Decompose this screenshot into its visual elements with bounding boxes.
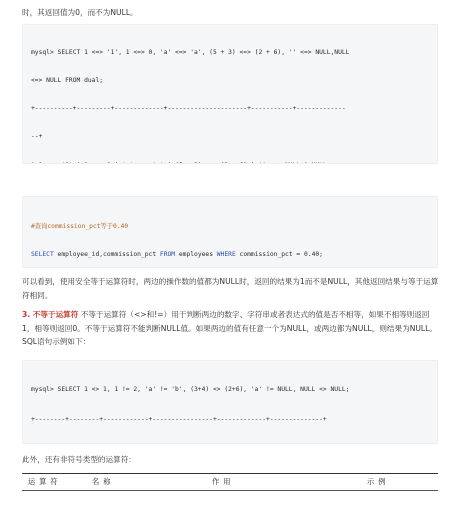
operator-table-header bbox=[22, 473, 438, 491]
code-block-safe-equal bbox=[22, 24, 438, 164]
table-header-operator: 运算符 bbox=[28, 477, 62, 486]
code-line: +----------+---------+-------------+---------------------+-----------+------------- bbox=[31, 105, 346, 113]
code-line: <=> NULL FROM dual; bbox=[31, 77, 104, 85]
code-line bbox=[31, 161, 429, 164]
section-heading: 3. 不等于运算符 bbox=[22, 310, 79, 319]
section-body: 不等于运算符（<>和!=）用于判断两边的数字、字符串或者表达式的值是否不相等，如果不相等则返回1，相等则返回0。不等于运算符不能判断NULL值。如果两边的值有任意一个为NULL，或两边都为NULL，则结果为NULL。SQL语句示例如下： bbox=[22, 310, 437, 346]
code-block-not-equal bbox=[22, 360, 438, 444]
table-header-example: 示例 bbox=[367, 477, 390, 486]
code-comment: #查询commission_pct等于0.40 bbox=[31, 222, 129, 230]
code-line: --+ bbox=[31, 133, 43, 141]
code-line: mysql> SELECT 1 <=> '1', 1 <=> 0, 'a' <=> 'a', (5 + 3) <=> (2 + 6), '' <=> NULL,NULL bbox=[31, 48, 350, 56]
code-block-commission-query bbox=[22, 196, 438, 268]
code-line: +--------+--------+------------+----------------+-------------+--------------+ bbox=[31, 416, 327, 424]
table-header-function: 作用 bbox=[212, 477, 235, 486]
paragraph-safe-equal-note: 可以看到，使用安全等于运算符时，两边的操作数的值都为NULL时，返回的结果为1而不是NULL，其他返回结果与等于运算符相同。 bbox=[22, 277, 439, 300]
intro-text: 时，其返回值为0，而不为NULL。 bbox=[22, 8, 138, 17]
paragraph-non-symbol-operators: 此外，还有非符号类型的运算符： bbox=[22, 455, 136, 464]
section-not-equal bbox=[22, 308, 440, 349]
table-header-name: 名称 bbox=[92, 477, 115, 486]
code-line bbox=[31, 443, 429, 444]
code-line-query-1: SELECT employee_id,commission_pct FROM employees WHERE commission_pct = 0.40; bbox=[31, 251, 323, 259]
code-line: mysql> SELECT 1 <> 1, 1 != 2, 'a' != 'b', (3+4) <> (2+6), 'a' != NULL, NULL <> NULL; bbox=[31, 385, 350, 393]
